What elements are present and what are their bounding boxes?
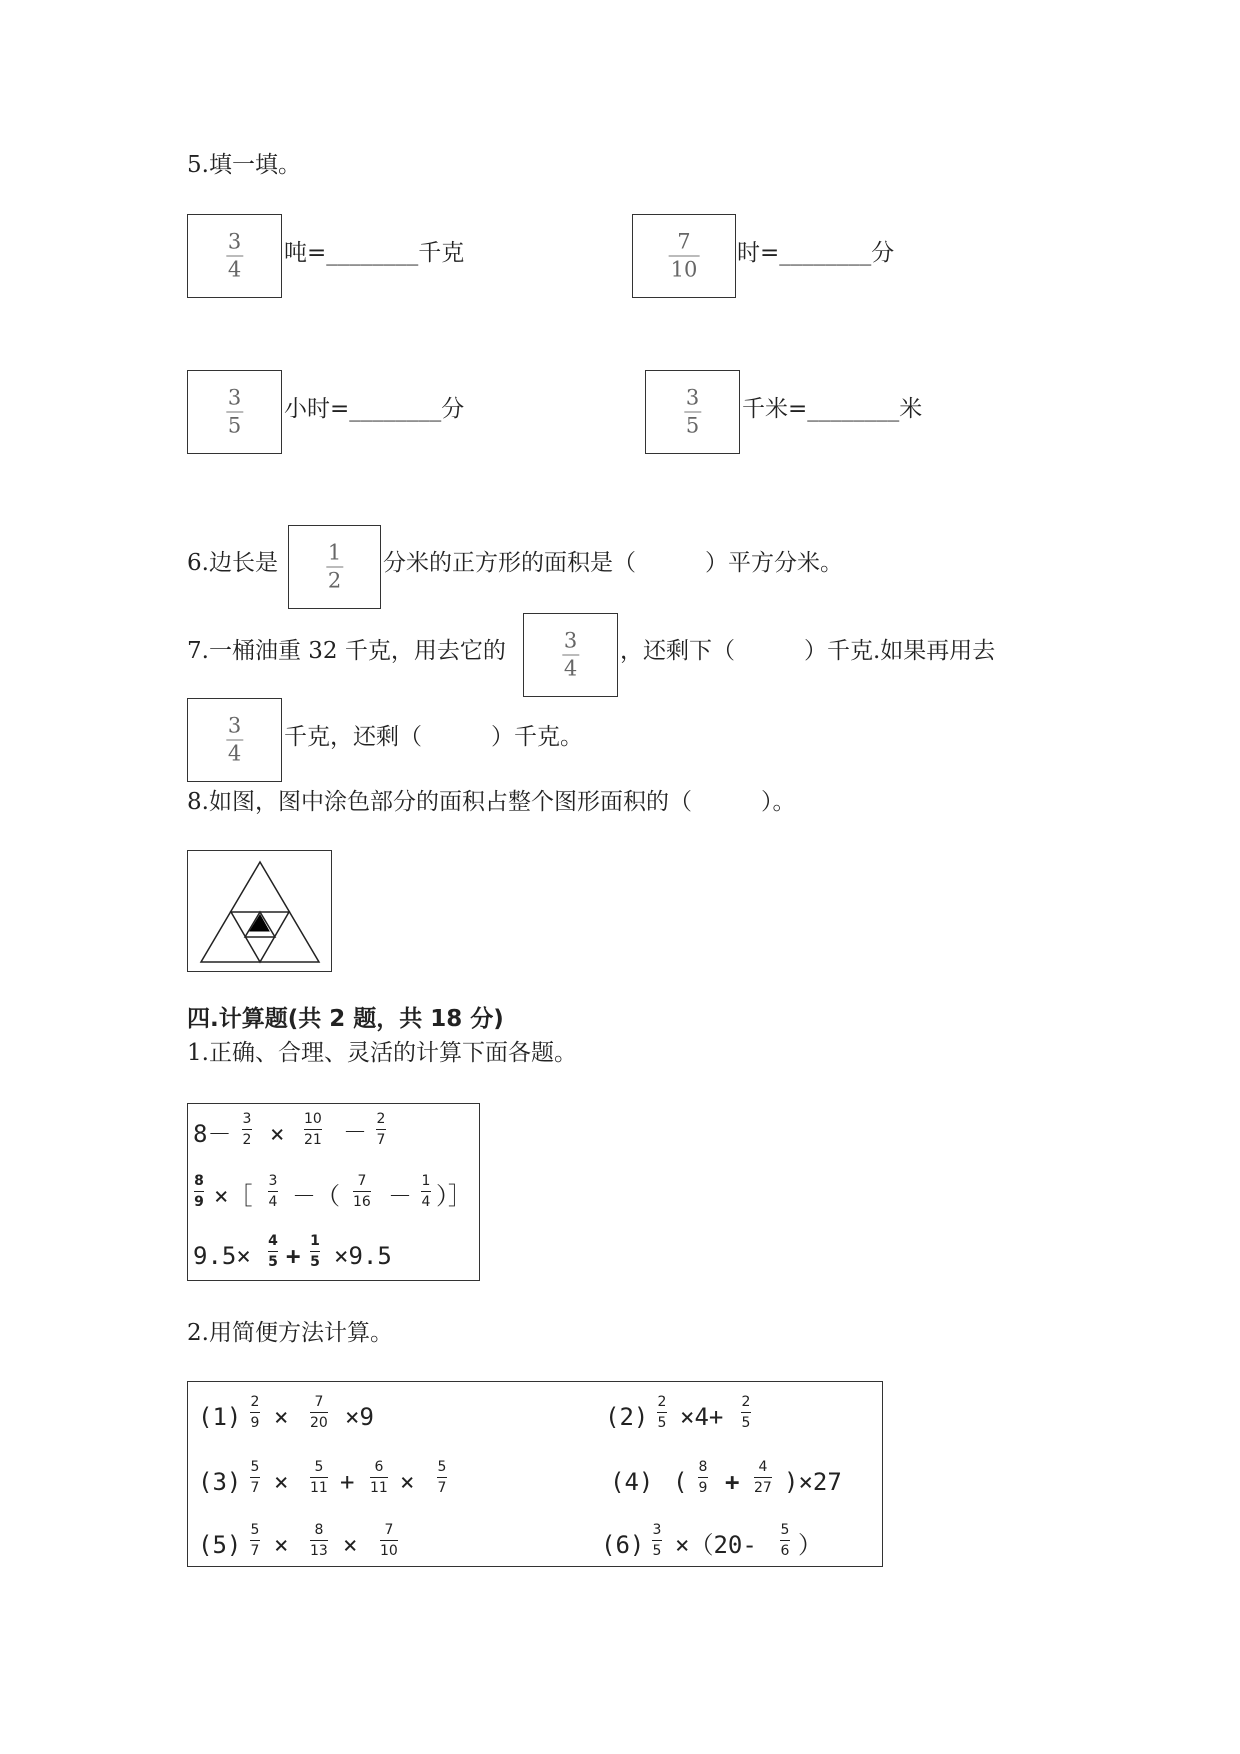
calc-2-box <box>187 1381 883 1567</box>
fraction: 8 9 <box>698 1459 708 1496</box>
conversion-blank[interactable]: 时=________分 <box>737 240 895 266</box>
fraction: 4 27 <box>754 1459 772 1496</box>
fraction: 1 2 <box>327 540 342 593</box>
conversion-blank[interactable]: 小时=________分 <box>284 396 465 422</box>
fraction: 4 5 <box>268 1233 278 1270</box>
fraction: 3 4 <box>268 1173 278 1210</box>
fraction-box <box>288 525 381 609</box>
problem-label: (6) <box>601 1531 645 1559</box>
fraction: 2 9 <box>250 1394 260 1431</box>
fraction: 2 5 <box>657 1394 667 1431</box>
fraction: 8 9 <box>194 1173 204 1210</box>
section-4-heading: 四.计算题(共 2 题，共 18 分) <box>187 1006 504 1032</box>
question-7-middle: ，还剩下（ ）千克.如果再用去 <box>620 638 996 664</box>
operator: × <box>343 1531 358 1559</box>
fraction: 3 4 <box>563 628 578 681</box>
operator: × <box>270 1120 285 1148</box>
expr-text: ×9.5 <box>334 1242 392 1270</box>
triangle-figure <box>187 850 332 972</box>
fraction: 2 7 <box>376 1111 386 1148</box>
triangle-diagram <box>188 851 331 971</box>
question-5-title: 5.填一填。 <box>187 152 301 178</box>
operator: － <box>343 1118 367 1146</box>
problem-label: (4) <box>610 1468 654 1496</box>
fraction: 3 5 <box>227 385 242 438</box>
fraction-box <box>645 370 740 454</box>
problem-label: (3) <box>198 1468 242 1496</box>
fraction: 5 7 <box>437 1459 447 1496</box>
operator: ） <box>798 1531 822 1559</box>
problem-label: (2) <box>605 1403 649 1431</box>
question-7-suffix: 千克，还剩（ ）千克。 <box>284 724 583 750</box>
fraction: 2 5 <box>741 1394 751 1431</box>
fraction: 10 21 <box>304 1111 322 1148</box>
fraction: 3 4 <box>227 713 242 766</box>
operator: ×（20- <box>675 1531 757 1559</box>
expr-text: 9.5× <box>193 1242 251 1270</box>
fraction: 3 2 <box>242 1111 252 1148</box>
operator: + <box>286 1242 301 1270</box>
fraction-box <box>187 698 282 782</box>
fraction: 8 13 <box>310 1522 328 1559</box>
problem-label: (1) <box>198 1403 242 1431</box>
calc-2-title: 2.用简便方法计算。 <box>187 1320 393 1346</box>
expr-text: 8－ <box>193 1120 232 1148</box>
operator: × <box>400 1468 415 1496</box>
fraction: 3 5 <box>652 1522 662 1559</box>
operator: × <box>274 1531 289 1559</box>
expr-text: ×9 <box>345 1403 374 1431</box>
question-8-text: 8.如图，图中涂色部分的面积占整个图形面积的（ ）。 <box>187 789 796 815</box>
operator: + <box>340 1468 355 1496</box>
operator: － <box>388 1182 412 1210</box>
operator: ）］ <box>436 1182 472 1210</box>
fraction-box <box>187 370 282 454</box>
fraction: 3 5 <box>685 385 700 438</box>
conversion-blank[interactable]: 千米=________米 <box>742 396 923 422</box>
calc-1-box <box>187 1103 480 1281</box>
fraction: 5 11 <box>310 1459 328 1496</box>
problem-label: (5) <box>198 1531 242 1559</box>
operator: ×［ <box>214 1182 253 1210</box>
fraction: 7 10 <box>380 1522 398 1559</box>
fraction: 6 11 <box>370 1459 388 1496</box>
fraction: 5 6 <box>780 1522 790 1559</box>
question-7-prefix: 7.一桶油重 32 千克，用去它的 <box>187 638 506 664</box>
calc-1-title: 1.正确、合理、灵活的计算下面各题。 <box>187 1040 577 1066</box>
fraction-box <box>632 214 736 298</box>
fraction-box <box>523 613 618 697</box>
operator: × <box>274 1468 289 1496</box>
fraction: 7 20 <box>310 1394 328 1431</box>
fraction: 7 16 <box>353 1173 371 1210</box>
operator: ×4+ <box>680 1403 724 1431</box>
question-6-text: 分米的正方形的面积是（ ）平方分米。 <box>383 550 843 576</box>
fraction: 7 10 <box>670 229 698 282</box>
conversion-blank[interactable]: 吨=________千克 <box>284 240 465 266</box>
operator: ( <box>673 1468 688 1496</box>
fraction: 1 4 <box>421 1173 431 1210</box>
fraction: 5 7 <box>250 1522 260 1559</box>
expr-text: )×27 <box>784 1468 842 1496</box>
operator: + <box>725 1468 740 1496</box>
fraction: 1 5 <box>310 1233 320 1270</box>
question-6-prefix: 6.边长是 <box>187 550 278 576</box>
fraction: 5 7 <box>250 1459 260 1496</box>
fraction: 3 4 <box>227 229 242 282</box>
operator: －（ <box>292 1182 340 1210</box>
fraction-box <box>187 214 282 298</box>
operator: × <box>274 1403 289 1431</box>
